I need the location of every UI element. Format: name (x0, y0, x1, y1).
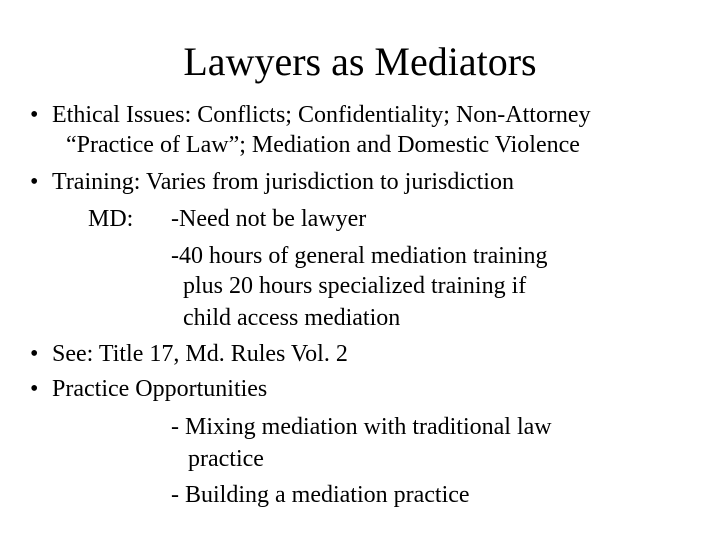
bullet-icon: • (30, 341, 39, 367)
practice-item-2: - Building a mediation practice (171, 482, 470, 508)
slide-title: Lawyers as Mediators (183, 39, 537, 84)
md-label: MD: (88, 206, 134, 232)
bullet-icon: • (30, 102, 39, 128)
training-line: Training: Varies from jurisdiction to jurisdiction (52, 169, 514, 195)
bullet-icon: • (30, 376, 39, 402)
practice-item-1-cont: practice (188, 446, 264, 472)
md-requirement-2: -40 hours of general mediation training (171, 243, 548, 269)
md-requirement-2-cont-2: child access mediation (183, 305, 401, 331)
practice-item-1: - Mixing mediation with traditional law (171, 414, 552, 440)
md-requirement-1: -Need not be lawyer (171, 206, 367, 232)
md-requirement-2-cont-1: plus 20 hours specialized training if (183, 273, 527, 299)
bullet-icon: • (30, 169, 39, 195)
practice-opportunities-line: Practice Opportunities (52, 376, 268, 402)
ethical-issues-line-2: “Practice of Law”; Mediation and Domestic Violence (66, 132, 580, 158)
ethical-issues-line-1: Ethical Issues: Conflicts; Confidentiality; Non-Attorney (52, 102, 591, 128)
see-reference-line: See: Title 17, Md. Rules Vol. 2 (52, 341, 348, 367)
